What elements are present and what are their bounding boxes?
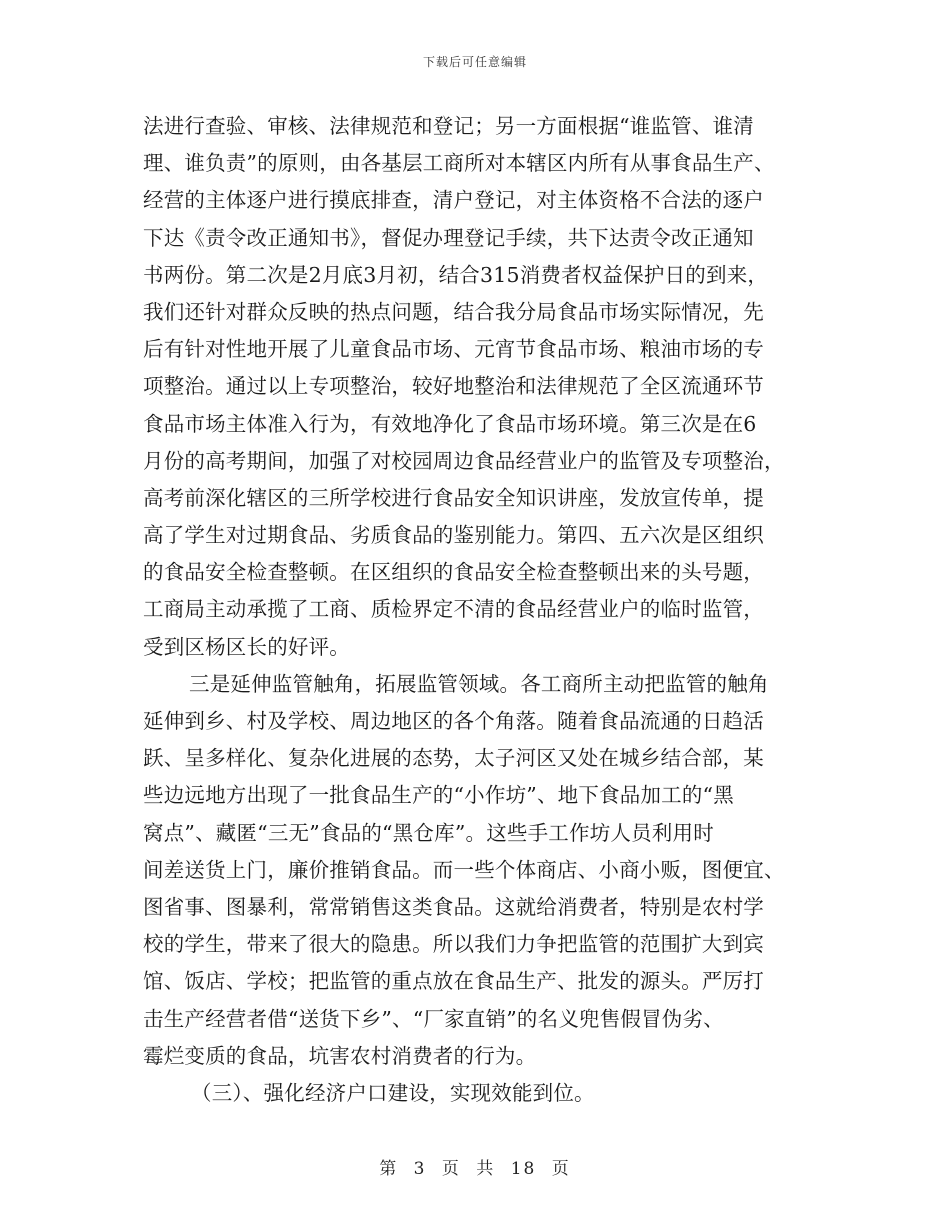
text-line: 书两份。第二次是2月底3月初，结合315消费者权益保护日的到来，: [143, 262, 769, 287]
text-line: 高考前深化辖区的三所学校进行食品安全知识讲座，发放宣传单，提: [143, 485, 764, 510]
text-line: 高了学生对过期食品、劣质食品的鉴别能力。第四、五六次是区组织: [143, 523, 764, 548]
text-line: 后有针对性地开展了儿童食品市场、元宵节食品市场、粮油市场的专: [143, 337, 764, 362]
total-page-count: 18: [510, 1159, 537, 1179]
text-line: 的食品安全检查整顿。在区组织的食品安全检查整顿出来的头号题，: [143, 560, 764, 585]
text-line: 受到区杨区长的好评。: [143, 634, 350, 659]
text-line: 延伸到乡、村及学校、周边地区的各个角落。随着食品流通的日趋活: [143, 709, 764, 733]
text-line: 工商局主动承揽了工商、质检界定不清的食品经营业户的临时监管，: [143, 597, 764, 622]
paragraph-start-line: 三是延伸监管触角，拓展监管领域。各工商所主动把监管的触角: [189, 671, 769, 696]
text-line: 理、谁负责”的原则，由各基层工商所对本辖区内所有从事食品生产、: [143, 151, 775, 176]
page-header: 下载后可任意编辑: [422, 55, 527, 69]
text-line: 经营的主体逐户进行摸底排查，清户登记，对主体资格不合法的逐户: [143, 188, 764, 213]
text-line: 项整治。通过以上专项整治，较好地整治和法律规范了全区流通环节: [143, 374, 764, 399]
section-heading: （三）、强化经济户口建设，实现效能到位。: [191, 1080, 595, 1105]
footer-label-page-unit: 页: [441, 1159, 461, 1179]
footer-label-page: 第: [379, 1159, 399, 1179]
text-line: 窝点”、藏匿“三无”食品的“黑仓库”。这些手工作坊人员利用时: [143, 820, 714, 845]
text-line: 月份的高考期间，加强了对校园周边食品经营业户的监管及专项整治，: [143, 448, 785, 473]
text-line: 我们还针对群众反映的热点问题，结合我分局食品市场实际情况，先: [143, 299, 764, 324]
text-line: 间差送货上门，廉价推销食品。而一些个体商店、小商小贩，图便宜、: [143, 857, 785, 882]
text-line: 法进行查验、审核、法律规范和登记；另一方面根据“谁监管、谁清: [143, 114, 754, 138]
document-body: [143, 108, 813, 1112]
text-line: 跃、呈多样化、复杂化进展的态势，太子河区又处在城乡结合部，某: [143, 746, 764, 771]
text-line: 击生产经营者借“送货下乡”、“厂家直销”的名义兜售假冒伪劣、: [143, 1006, 724, 1031]
text-line: 些边远地方出现了一批食品生产的“小作坊”、地下食品加工的“黑: [143, 783, 734, 808]
footer-label-total-unit: 页: [551, 1159, 571, 1179]
page-footer: [0, 1154, 950, 1179]
text-line: 校的学生，带来了很大的隐患。所以我们力争把监管的范围扩大到宾: [143, 932, 764, 957]
text-line: 图省事、图暴利，常常销售这类食品。这就给消费者，特别是农村学: [143, 894, 764, 919]
current-page-number: 3: [413, 1159, 427, 1179]
footer-label-total: 共: [476, 1159, 496, 1179]
text-line: 食品市场主体准入行为，有效地净化了食品市场环境。第三次是在6: [143, 411, 757, 436]
text-line: 霉烂变质的食品，坑害农村消费者的行为。: [143, 1043, 537, 1068]
text-line: 馆、饭店、学校；把监管的重点放在食品生产、批发的源头。严厉打: [143, 969, 764, 994]
text-line: 下达《责令改正通知书》，督促办理登记手续，共下达责令改正通知: [143, 225, 754, 250]
